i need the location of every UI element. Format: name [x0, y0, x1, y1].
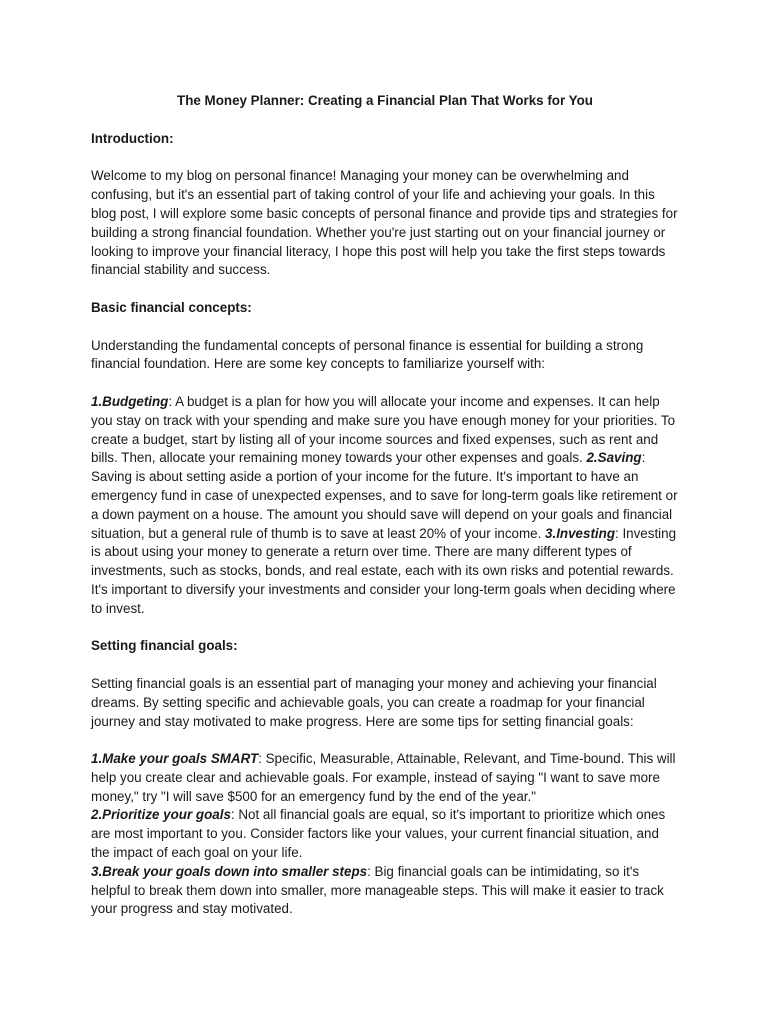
- goal-tip-break-down: [91, 863, 679, 919]
- concept-term-budgeting: 1.Budgeting: [91, 393, 169, 409]
- goal-tip-smart: [91, 750, 679, 806]
- document-body: [91, 92, 679, 919]
- goal-text-prioritize: : Not all financial goals are equal, so it's important to prioritize which ones are most important to you. Consider factors like your values, your current financial situation, and the impact of each goal on your life.: [91, 807, 666, 861]
- concepts-heading: Basic financial concepts:: [91, 299, 252, 315]
- concept-term-saving: 2.Saving: [586, 450, 642, 466]
- concept-term-investing: 3.Investing: [545, 525, 615, 541]
- introduction-paragraph: Welcome to my blog on personal finance! Managing your money can be overwhelming and confusing, but it's an essential part of taking control of your life and achieving your goals. In this blog post, I will explore some basic concepts of personal finance and provide tips and strategies for building a strong financial foundation. Whether you're just starting out on your financial journey or looking to improve your financial literacy, I hope this post will help you take the first steps towards financial stability and success.: [91, 168, 678, 278]
- goal-text-break-down: : Big financial goals can be intimidating, so it's helpful to break them down into smaller, more manageable steps. This will make it easier to track your progress and stay motivated.: [91, 863, 664, 917]
- introduction-heading: Introduction:: [91, 130, 174, 146]
- goal-tip-prioritize: [91, 806, 679, 862]
- concept-text-budgeting: : A budget is a plan for how you will allocate your income and expenses. It can help you stay on track with your spending and make sure you have enough money for your priorities. To create a budget, start by listing all of your income sources and fixed expenses, such as rent and bills. Then, allocate your remaining money towards your other expenses and goals.: [91, 393, 676, 466]
- goal-term-smart: 1.Make your goals SMART: [91, 751, 259, 767]
- goal-term-break-down: 3.Break your goals down into smaller steps: [91, 863, 368, 879]
- goal-text-smart: : Specific, Measurable, Attainable, Relevant, and Time-bound. This will help you create clear and achievable goals. For example, instead of saying "I want to save more money," try "I will save $500 for an emergency fund by the end of the year.": [91, 751, 676, 804]
- goals-intro-paragraph: Setting financial goals is an essential part of managing your money and achieving your financial dreams. By setting specific and achievable goals, you can create a roadmap for your financial journey and stay motivated to make progress. Here are some tips for setting financial goals:: [91, 675, 657, 729]
- concept-text-investing: : Investing is about using your money to generate a return over time. There are many different types of investments, such as stocks, bonds, and real estate, each with its own risks and potential rewards. It's important to diversify your investments and consider your long-term goals when deciding where to invest.: [91, 525, 677, 616]
- goal-term-prioritize: 2.Prioritize your goals: [91, 807, 231, 823]
- concepts-list-paragraph: [91, 393, 679, 619]
- goals-heading: Setting financial goals:: [91, 638, 238, 654]
- concept-text-saving: : Saving is about setting aside a portion of your income for the future. It's important to have an emergency fund in case of unexpected expenses, and to save for long-term goals like retirement or a down payment on a house. The amount you should save will depend on your goals and financial situation, but a general rule of thumb is to save at least 20% of your income.: [91, 450, 678, 541]
- concepts-intro-paragraph: Understanding the fundamental concepts of personal finance is essential for building a strong financial foundation. Here are some key concepts to familiarize yourself with:: [91, 337, 644, 372]
- document-title: The Money Planner: Creating a Financial Plan That Works for You: [177, 93, 593, 108]
